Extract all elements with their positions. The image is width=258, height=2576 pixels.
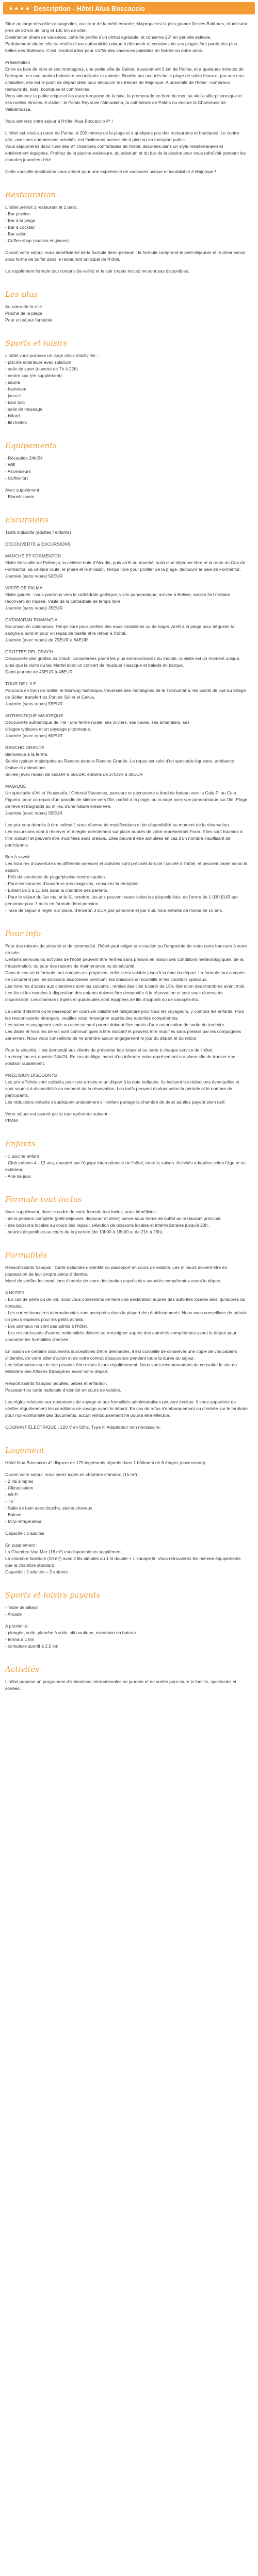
page-title: Description - Hôtel Alua Boccaccio — [34, 4, 145, 12]
section-paragraph: Le supplément formule tout compris (la veille) et le soir (repas inclus) ne sont pas disponibles. — [5, 268, 189, 274]
section-title: Restauration — [5, 190, 56, 199]
section-paragraph: Situé au large des côtes espagnoles, au cœur de la méditerranée, Majorque est la plus grande île des Baléares, réunissant près de 80 km de long et 100 km de côte. Destination phare de vacances, cette île profite d'un climat agréable, et conserve 25° en période estivale. Parfaitement située, elle se révèle d'une authenticité unique à découvrir et certaines de ses plages font partie des plus belles des Baléares. C'est l'endroit idéal pour s'offrir des vacances paisibles en famille ou entre amis. — [5, 21, 247, 53]
section-spacer — [5, 1185, 255, 1194]
section-title: Formalités — [5, 1250, 47, 1260]
section-paragraph: PRÉCISION DISCOUNTS Les prix affichés sont calculés pour une arrivée et un départ à la date indiquée. Ils incluent les réductions éventuelles et sont soumis à disponibilité au moment de la réservation. Les tarifs peuvent évoluer selon la période et le nombre de participants. Les réductions enfants s'appliquent uniquement si l'enfant partage la chambre de deux adultes payant plein tarif. — [5, 1073, 239, 1105]
section-paragraph: Les prix sont donnés à titre indicatif, sous réserve de modifications et de disponibilité au moment de la réservation. Les excursions sont à réserver et à régler directement sur place auprès de votre représentant Fram. Elles sont fournies à titre indicatif et peuvent être modifiées sans préavis. Elles peuvent être annulées en cas d'un nombre insuffisant de participants. — [5, 822, 243, 848]
section-paragraph: Ressortissants français : Carte nationale d'identité ou passeport en cours de validité. Les mineurs doivent être en possession de leur propre pièce d'identité. Merci de vérifier les conditions d'entrée de votre destination auprès des autorités compétentes avant le départ. — [5, 1265, 228, 1283]
section-paragraph: MAGIQUE Un spectacle d'Ali et Youssoufa, l'Oriental Vacances, parcours et découverte à bord de bateau vers la Cala Pi ou Cala Figuera, pour un repas d'un paradis de silence vers l'île, parfait à la plage, ou la nage avec vue panoramique sur l'île. Plage de rêve et baignade au milieu d'une nature préservée. Journée (avec repas) 55EUR — [5, 784, 248, 816]
section — [5, 440, 255, 515]
section-paragraph: AUTHENTIQUE MAJORQUE Découverte authentique de l'île : une ferme rurale, ses oliviers, ses caves, ses amandiers, ses villages typiques et un paysage pittoresque. Journée (avec repas) 60EUR — [5, 713, 190, 738]
section-paragraph: Cette nouvelle destination vous attend pour une expérience de vacances unique et inoubliable à Majorque ! — [5, 169, 216, 174]
section-paragraph: - Table de billard - Arcade — [5, 1605, 38, 1617]
section-spacer — [5, 280, 255, 289]
section-paragraph: Avec supplément : - Blanchisserie — [5, 487, 42, 499]
section-paragraph: VISITE DE PALMA Visite guidée : nous partirons vers la cathédrale gothique, visite panoramique, arrivée à Bellver, ancien fort militaire reconverti en musée. Visite de la cathédrale de temps libre. Journée (sans repas) 35EUR — [5, 585, 231, 611]
section-title: Excursions — [5, 515, 49, 524]
section — [5, 1139, 255, 1194]
section — [5, 928, 255, 1139]
section-spacer — [5, 1129, 255, 1139]
section-paragraph: A proximité : - plongée, voile, planche à voile, ski nautique, excursion en bateau… - tennis à 1 km - complexe sportif à 2,5 km — [5, 1623, 140, 1649]
section-paragraph: Bon à savoir Les horaires d'ouverture des différents services et activités sont précisés lors de l'arrivée à l'hôtel, et peuvent varier selon la saison. - Prêt de serviettes de plage/piscine contre caution. - Pour les horaires d'ouverture des magasins, consultez la réception. - Enfant de 2 à 11 ans dans la chambre des parents. - Pour le séjour du 1er mai et le 31 octobre, les prix peuvent varier selon les disponibilités, de l'ordre de 1 030 EUR par personne pour 7 nuits en formule demi-pension. - Taxe de séjour à régler sur place, d'environ 3 EUR par personne et par nuit, hors enfants de moins de 16 ans. — [5, 854, 248, 913]
section — [5, 289, 255, 338]
section-spacer — [5, 1436, 255, 1445]
section-paragraph: Durant votre séjour, vous serez logés en chambre standard (16 m²) : - 2 lits simples - Climatisation - Wi-Fi - TV - Salle de bain avec douche, sèche-cheveux - Balcon - Mini-réfrigérateur — [5, 1472, 140, 1524]
section-paragraph: Avec supplément, dans le cadre de votre formule tout inclus, vous bénéficiez : - de la pension complète (petit-déjeuner, déjeuner et dîner) servie sous forme de buffet au restaurant principal, - des boissons locales au cours des repas : sélection de boissons locales et internationales jusqu'à 23h, - snacks disponibles au cours de la journée (de 10h00 à 18h00 et de 21h à 23h). — [5, 1209, 222, 1234]
section-paragraph: TOUR DE L'ILE Parcours en train de Sóller, le tramway historique, traversée des montagnes de la Tramuntana, les points de vue du village de Sóller, transfert du Port de Sóller et Calvia. Journée (sans repas) 55EUR — [5, 681, 246, 706]
section-paragraph: MARCHÉ ET FORMENTOR Visite de la ville de Pollença, la célèbre baie d'Alcudia, puis arrêt au marché, suivi d'un déjeuner libre et la route du Cap de Formentor, sa célèbre route, le phare et le mirador. Temps libre pour profiter de la plage, découvrir la baie de Formentor. Journée (sans repas) 50EUR — [5, 553, 246, 579]
section-paragraph: Capacité : 3 adultes — [5, 1531, 44, 1536]
section-paragraph: L'hôtel vous propose un large choix d'activités : - piscine extérieure avec solarium - salle de sport (ouverte de 7h à 22h) - centre spa (en supplément) - sauna - hammam - jacuzzi - bain turc - salle de massage - billard - fléchettes — [5, 353, 98, 425]
section-paragraph: Au cœur de la ville Proche de la plage Pour un séjour farniente — [5, 304, 53, 323]
section-paragraph: Ressortissants français (adultes, bébés et enfants) : Passeport ou carte nationale d'identité en cours de validité. — [5, 1381, 121, 1393]
section-paragraph: Votre séjour est assuré par le tour opérateur suivant : FRAM — [5, 1111, 110, 1123]
section-title: Pour info — [5, 929, 41, 938]
section-paragraph: DÉCOUVERTE & EXCURSIONS — [5, 541, 71, 547]
section-title: Les plus — [5, 290, 38, 299]
star-rating-icon: ★★★★ — [8, 5, 31, 12]
section-spacer — [5, 431, 255, 440]
section-paragraph: L'hôtel est situé au cœur de Palma, à 200 mètres de la plage et à quelques pas des restaurants et boutiques. Le centre-ville, avec ses nombreuses activités, est facilement accessible à pied ou en transport public. Vous séjournerez dans l'une des 97 chambres confortables de l'hôtel, décorées dans un style méditerranéen et entièrement équipées. Profitez de la piscine extérieure, du solarium et du bar de la piscine pour vous rafraîchir pendant les chaudes journées d'été. — [5, 130, 246, 162]
section-spacer — [5, 1241, 255, 1250]
section-paragraph: COURANT ÉLECTRIQUE : 220 V en 50hz. Type F. Adaptateur non nécessaire. — [5, 1425, 161, 1430]
section — [5, 515, 255, 928]
section-title: Logement — [5, 1446, 45, 1455]
section-title: Enfants — [5, 1139, 36, 1148]
section-title: Sports et loisirs — [5, 338, 68, 348]
section-title: Formule tout inclus — [5, 1195, 82, 1204]
section-paragraph: CATAMARAN ROMANCIA Excursion en catamaran. Temps libre pour profiter des eaux cristallines ou de nager. Arrêt à la plage pour déguster la sangria à bord et pour un repas de paella et le retour à l'hôtel. Journée (avec repas) de 79EUR à 84EUR — [5, 617, 235, 642]
section-paragraph: Pour la sécurité, il est demandé aux clients de présenter leur bracelet ou carte à chaque service de l'hôtel. La réception est ouverte 24h/24. En cas de litige, merci d'en informer notre représentant sur place afin de trouver une solution rapidement. — [5, 1047, 235, 1066]
description-content — [3, 14, 255, 1706]
section-spacer — [5, 919, 255, 928]
section-paragraph: - Réception 24h/24 - Wifi - Ascenseurs - Coffre-fort — [5, 455, 43, 481]
section-paragraph: GROTTES DEL DRACH Découverte des grottes du Drach, considérées parmi les plus extraordinaires du monde, la visite est un moment unique, ainsi que la visite du lac Martel avec un concert de musique classique et balade en barque. Demi-journée de 45EUR à 48EUR — [5, 649, 240, 674]
section-spacer — [5, 1655, 255, 1664]
section-paragraph: Hôtel Alua Boccaccio 4* dispose de 175 logements répartis dans 1 bâtiment de 6 étages (ascenseurs). — [5, 1460, 207, 1465]
page-title-banner — [3, 2, 255, 14]
section — [5, 190, 255, 289]
section — [5, 1590, 255, 1664]
section-paragraph: Tarifs indicatifs (adultes / enfants) — [5, 530, 71, 535]
section — [5, 1194, 255, 1250]
section-paragraph: RANCHO GRANDE Bienvenue à la ferme. Soirée typique majorquine au Rancho dans le Rancho Grande. Le repas est suivi d'un spectacle équestre, ambiance festive et animations. Soirée (avec repas) de 55EUR à 56EUR, enfants de 27EUR à 30EUR — [5, 745, 234, 777]
section-spacer — [5, 180, 255, 190]
section — [5, 1250, 255, 1445]
section-paragraph: Les règles relatives aux documents de voyage et aux formalités administratives peuvent évoluer. Il vous appartient de vérifier régulièrement les conditions de voyage avant le départ. En cas de refus d'embarquement ou d'entrée sur le territoire pour non-conformité des documents, aucun remboursement ne pourra être effectué. — [5, 1399, 248, 1418]
section-paragraph: A NOTER - En cas de perte ou de vol, nous vous conseillons de faire une déclaration auprès des autorités locales ainsi qu'auprès du consulat. - Les cartes bancaires internationales sont acceptées dans la plupart des établissements. Nous vous conseillons de prévoir un peu d'espèces pour les petits achats. - Les animaux ne sont pas admis à l'hôtel. - Les ressortissants d'autres nationalités doivent se renseigner auprès des autorités compétentes avant le départ pour connaître les formalités d'entrée. — [5, 1290, 247, 1342]
section — [5, 1664, 255, 1706]
section-paragraph: L'hôtel prévoit 1 restaurant et 1 bars : - Bar piscine - Bar à la plage - Bar à cocktail - Bar salon - Coffee shop (snacks et glaces) — [5, 205, 79, 243]
section-title: Activités — [5, 1665, 39, 1674]
section-paragraph: En raison de certains documents susceptibles d'être demandés, il est conseillé de conserver une copie de vos papiers d'identité, de votre billet d'avion et de votre contrat d'assurance pendant toute la durée du séjour. Les informations sur le site peuvent être mises à jour régulièrement. Nous vous recommandons de consulter le site du Ministère des Affaires Étrangères avant votre départ. — [5, 1349, 237, 1374]
section-paragraph: En supplément : La Chambre Vue Mer (16 m²) est disponible en supplément. La chambre familiale (20 m²) avec 2 lits simples ou 1 lit double + 1 canapé lit. Vous retrouverez les mêmes équipements que la chambre standard. Capacité : 2 adultes + 2 enfants — [5, 1543, 241, 1574]
section-spacer — [5, 329, 255, 338]
section-paragraph: L'hôtel propose un programme d'animations internationales en journée et en soirée pour toute la famille, spectacles et soirées. — [5, 1679, 237, 1691]
section-paragraph: La carte d'identité ou le passeport en cours de validité est obligatoire pour tous les voyageurs, y compris les enfants. Pour les ressortissants étrangers, veuillez vous renseigner auprès des autorités compétentes. Les mineurs voyageant seuls ou avec un seul parent doivent être munis d'une autorisation de sortie du territoire. Les dates et horaires de vol sont communiqués à titre indicatif et peuvent être modifiés sans préavis par les compagnies aériennes. Nous vous conseillons de ne prendre aucun engagement le jour du départ et du retour. — [5, 1009, 245, 1041]
section — [5, 21, 255, 190]
section-paragraph: Pour des raisons de sécurité et de commodité, l'hôtel peut exiger une caution ou l'empreinte de votre carte bancaire à votre arrivée. Certains services ou activités de l'hôtel peuvent être fermés sans préavis en raison des conditions météorologiques, de la fréquentation, ou pour des raisons de maintenance ou de sécurité. Dans le cas où la formule tout compris est proposée, celle-ci est valable jusqu'à la date du départ. La formule tout compris ne comprend pas les boissons alcoolisées premium, les boissons en bouteille et les cocktails spéciaux. Les horaires d'accès aux chambres sont les suivants : remise des clés à partir de 15h, libération des chambres avant midi. Les lits et les matelas à disposition des enfants doivent être demandés à la réservation et sont sous réserve de disponibilité. Les chambres triples et quadruples sont équipées de lits d'appoint ou de canapés-lits. — [5, 943, 247, 1002]
section-spacer — [5, 1697, 255, 1706]
section-spacer — [5, 1581, 255, 1590]
section — [5, 1445, 255, 1590]
section-title: Equipements — [5, 441, 57, 450]
section — [5, 338, 255, 440]
section-spacer — [5, 505, 255, 515]
section-paragraph: Durant votre séjour, vous bénéficierez de la formule demi-pension : la formule comprend le petit-déjeuner et le dîner servis sous forme de buffet dans le restaurant principal de l'hôtel. — [5, 250, 246, 262]
section-paragraph: Vous aimerez votre séjour à l'Hôtel Alua Boccaccio 4* ! — [5, 118, 113, 124]
section-paragraph: - 1 piscine enfant - Club enfants 4 - 12 ans, encadré par l'équipe internationale de l'hôtel, toute la saison. Activités adaptées selon l'âge et en extérieur. - Aire de jeux — [5, 1154, 246, 1179]
section-title: Sports et loisirs payants — [5, 1590, 101, 1600]
section-paragraph: Présentation Entre sa baie de rêve et ses montagnes, une petite ville de Calvia, à seulement 5 km de Palma, et à quelques minutes de l'aéroport, est une station balnéaire accueillante et animée. Bordée par une très belle plage de sable blanc et par une eau cristalline, elle est le point de départ idéal pour découvrir les trésors de Majorque. A proximité de l'hôtel : nombreux restaurants, bars, boutiques et commerces. Vous aimerez la petite crique et les eaux turquoise de la baie, la promenade en bord de mer, sa vieille ville pittoresque et ses ruelles étroites. A visiter : le Palais Royal de l'Almudaina, la cathédrale de Palma ou encore la Chartreuse de Valldemossa. — [5, 60, 244, 112]
